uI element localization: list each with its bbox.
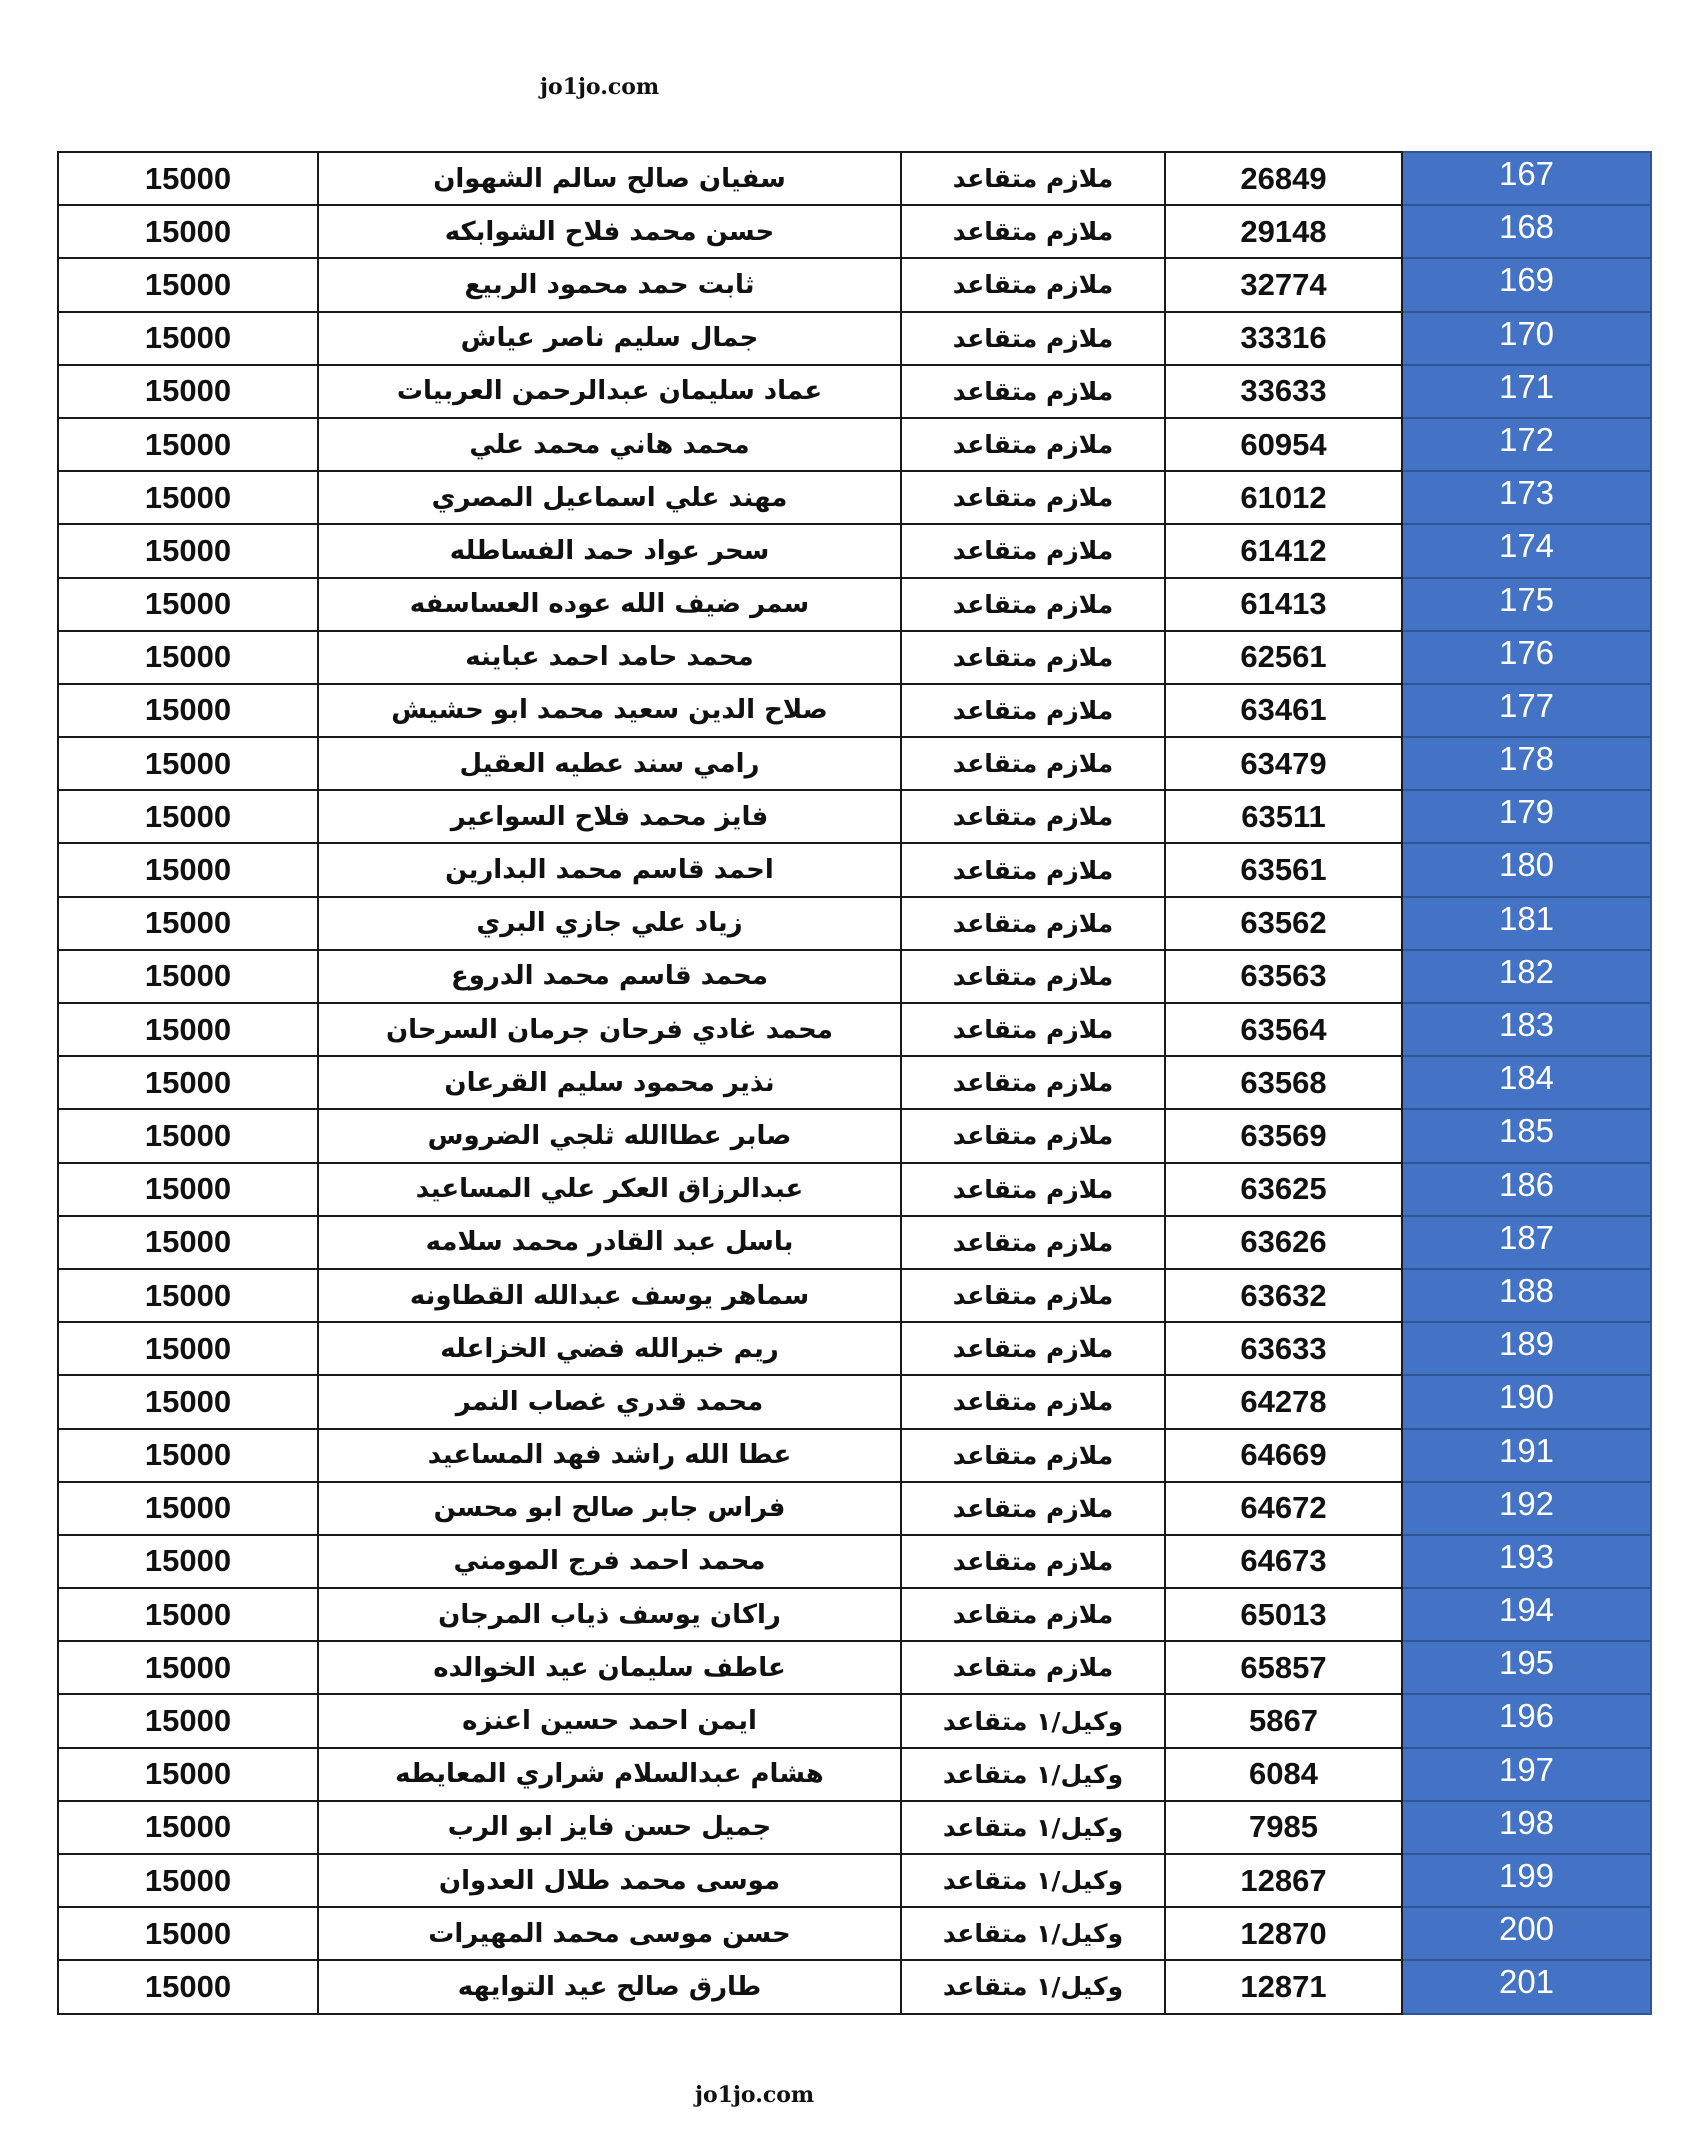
sequence-number-cell: 174	[1402, 524, 1651, 577]
name-cell: زياد علي جازي البري	[318, 897, 901, 950]
sequence-number-cell: 167	[1402, 152, 1651, 205]
amount-cell: 15000	[58, 1322, 318, 1375]
rank-cell: ملازم متقاعد	[901, 1056, 1165, 1109]
name-cell: سفيان صالح سالم الشهوان	[318, 152, 901, 205]
table-row	[58, 1003, 1651, 1056]
sequence-number-cell: 194	[1402, 1588, 1651, 1641]
rank-cell: وكيل/١ متقاعد	[901, 1801, 1165, 1854]
sequence-number-cell: 171	[1402, 365, 1651, 418]
table-row	[58, 1163, 1651, 1216]
rank-cell: ملازم متقاعد	[901, 631, 1165, 684]
rank-cell: ملازم متقاعد	[901, 1641, 1165, 1694]
table-row	[58, 312, 1651, 365]
table-row	[58, 1907, 1651, 1960]
table-row	[58, 631, 1651, 684]
military-number-cell: 33633	[1165, 365, 1402, 418]
rank-cell: ملازم متقاعد	[901, 578, 1165, 631]
name-cell: هشام عبدالسلام شراري المعايطه	[318, 1748, 901, 1801]
amount-cell: 15000	[58, 1056, 318, 1109]
name-cell: مهند علي اسماعيل المصري	[318, 471, 901, 524]
rank-cell: ملازم متقاعد	[901, 1322, 1165, 1375]
name-cell: عماد سليمان عبدالرحمن العربيات	[318, 365, 901, 418]
sequence-number-cell: 178	[1402, 737, 1651, 790]
amount-cell: 15000	[58, 152, 318, 205]
name-cell: موسى محمد طلال العدوان	[318, 1854, 901, 1907]
table-row	[58, 1375, 1651, 1428]
table-row	[58, 1429, 1651, 1482]
name-cell: عطا الله راشد فهد المساعيد	[318, 1429, 901, 1482]
rank-cell: ملازم متقاعد	[901, 1269, 1165, 1322]
amount-cell: 15000	[58, 365, 318, 418]
name-cell: طارق صالح عيد التوايهه	[318, 1960, 901, 2013]
table-row	[58, 1482, 1651, 1535]
sequence-number-cell: 172	[1402, 418, 1651, 471]
table-row	[58, 1322, 1651, 1375]
table-row	[58, 843, 1651, 896]
rank-cell: ملازم متقاعد	[901, 471, 1165, 524]
military-number-cell: 63511	[1165, 790, 1402, 843]
name-cell: باسل عبد القادر محمد سلامه	[318, 1216, 901, 1269]
rank-cell: ملازم متقاعد	[901, 1375, 1165, 1428]
amount-cell: 15000	[58, 1163, 318, 1216]
military-number-cell: 63568	[1165, 1056, 1402, 1109]
military-number-cell: 65857	[1165, 1641, 1402, 1694]
amount-cell: 15000	[58, 205, 318, 258]
military-number-cell: 63562	[1165, 897, 1402, 950]
table-row	[58, 258, 1651, 311]
military-number-cell: 63625	[1165, 1163, 1402, 1216]
rank-cell: وكيل/١ متقاعد	[901, 1907, 1165, 1960]
table-row	[58, 1216, 1651, 1269]
amount-cell: 15000	[58, 1429, 318, 1482]
sequence-number-cell: 180	[1402, 843, 1651, 896]
sequence-number-cell: 184	[1402, 1056, 1651, 1109]
rank-cell: ملازم متقاعد	[901, 365, 1165, 418]
rank-cell: وكيل/١ متقاعد	[901, 1748, 1165, 1801]
table-row	[58, 1960, 1651, 2013]
amount-cell: 15000	[58, 1482, 318, 1535]
military-number-cell: 63626	[1165, 1216, 1402, 1269]
sequence-number-cell: 186	[1402, 1163, 1651, 1216]
military-number-cell: 64669	[1165, 1429, 1402, 1482]
amount-cell: 15000	[58, 684, 318, 737]
rank-cell: ملازم متقاعد	[901, 205, 1165, 258]
sequence-number-cell: 201	[1402, 1960, 1651, 2013]
rank-cell: ملازم متقاعد	[901, 258, 1165, 311]
rank-cell: ملازم متقاعد	[901, 524, 1165, 577]
amount-cell: 15000	[58, 1641, 318, 1694]
amount-cell: 15000	[58, 1801, 318, 1854]
name-cell: حسن محمد فلاح الشوابكه	[318, 205, 901, 258]
military-number-cell: 5867	[1165, 1694, 1402, 1747]
sequence-number-cell: 191	[1402, 1429, 1651, 1482]
table-row	[58, 1535, 1651, 1588]
table-body	[58, 152, 1651, 2014]
military-number-cell: 12867	[1165, 1854, 1402, 1907]
table-row	[58, 152, 1651, 205]
table-row	[58, 1694, 1651, 1747]
rank-cell: ملازم متقاعد	[901, 1535, 1165, 1588]
military-number-cell: 63479	[1165, 737, 1402, 790]
sequence-number-cell: 187	[1402, 1216, 1651, 1269]
rank-cell: ملازم متقاعد	[901, 1109, 1165, 1162]
sequence-number-cell: 198	[1402, 1801, 1651, 1854]
rank-cell: ملازم متقاعد	[901, 1588, 1165, 1641]
table-row	[58, 790, 1651, 843]
table-row	[58, 205, 1651, 258]
amount-cell: 15000	[58, 1588, 318, 1641]
sequence-number-cell: 196	[1402, 1694, 1651, 1747]
amount-cell: 15000	[58, 737, 318, 790]
military-number-cell: 61412	[1165, 524, 1402, 577]
rank-cell: ملازم متقاعد	[901, 684, 1165, 737]
sequence-number-cell: 175	[1402, 578, 1651, 631]
rank-cell: وكيل/١ متقاعد	[901, 1854, 1165, 1907]
name-cell: سماهر يوسف عبدالله القطاونه	[318, 1269, 901, 1322]
name-cell: جميل حسن فايز ابو الرب	[318, 1801, 901, 1854]
sequence-number-cell: 168	[1402, 205, 1651, 258]
header-site-name: jo1jo.com	[540, 74, 660, 100]
amount-cell: 15000	[58, 1269, 318, 1322]
sequence-number-cell: 188	[1402, 1269, 1651, 1322]
sequence-number-cell: 185	[1402, 1109, 1651, 1162]
amount-cell: 15000	[58, 1535, 318, 1588]
sequence-number-cell: 192	[1402, 1482, 1651, 1535]
sequence-number-cell: 170	[1402, 312, 1651, 365]
rank-cell: ملازم متقاعد	[901, 790, 1165, 843]
table-row	[58, 1748, 1651, 1801]
amount-cell: 15000	[58, 312, 318, 365]
beneficiaries-table	[57, 151, 1652, 2015]
table-row	[58, 1588, 1651, 1641]
name-cell: احمد قاسم محمد البدارين	[318, 843, 901, 896]
sequence-number-cell: 197	[1402, 1748, 1651, 1801]
military-number-cell: 7985	[1165, 1801, 1402, 1854]
table-row	[58, 1801, 1651, 1854]
amount-cell: 15000	[58, 1854, 318, 1907]
military-number-cell: 26849	[1165, 152, 1402, 205]
rank-cell: ملازم متقاعد	[901, 843, 1165, 896]
table-row	[58, 524, 1651, 577]
name-cell: محمد غادي فرحان جرمان السرحان	[318, 1003, 901, 1056]
name-cell: صابر عطاالله ثلجي الضروس	[318, 1109, 901, 1162]
military-number-cell: 63563	[1165, 950, 1402, 1003]
table-row	[58, 1854, 1651, 1907]
military-number-cell: 33316	[1165, 312, 1402, 365]
military-number-cell: 63461	[1165, 684, 1402, 737]
amount-cell: 15000	[58, 843, 318, 896]
name-cell: صلاح الدين سعيد محمد ابو حشيش	[318, 684, 901, 737]
name-cell: ثابت حمد محمود الربيع	[318, 258, 901, 311]
military-number-cell: 63632	[1165, 1269, 1402, 1322]
name-cell: ريم خيرالله فضي الخزاعله	[318, 1322, 901, 1375]
sequence-number-cell: 179	[1402, 790, 1651, 843]
military-number-cell: 65013	[1165, 1588, 1402, 1641]
sequence-number-cell: 169	[1402, 258, 1651, 311]
sequence-number-cell: 195	[1402, 1641, 1651, 1694]
sequence-number-cell: 190	[1402, 1375, 1651, 1428]
amount-cell: 15000	[58, 524, 318, 577]
amount-cell: 15000	[58, 1003, 318, 1056]
name-cell: سمر ضيف الله عوده العساسفه	[318, 578, 901, 631]
name-cell: عبدالرزاق العكر علي المساعيد	[318, 1163, 901, 1216]
military-number-cell: 63633	[1165, 1322, 1402, 1375]
rank-cell: ملازم متقاعد	[901, 312, 1165, 365]
sequence-number-cell: 200	[1402, 1907, 1651, 1960]
sequence-number-cell: 173	[1402, 471, 1651, 524]
military-number-cell: 32774	[1165, 258, 1402, 311]
sequence-number-cell: 177	[1402, 684, 1651, 737]
table-row	[58, 578, 1651, 631]
military-number-cell: 64278	[1165, 1375, 1402, 1428]
amount-cell: 15000	[58, 1375, 318, 1428]
table-row	[58, 1109, 1651, 1162]
table-row	[58, 471, 1651, 524]
name-cell: محمد حامد احمد عباينه	[318, 631, 901, 684]
table-row	[58, 418, 1651, 471]
amount-cell: 15000	[58, 1748, 318, 1801]
military-number-cell: 62561	[1165, 631, 1402, 684]
name-cell: ايمن احمد حسين اعنزه	[318, 1694, 901, 1747]
rank-cell: ملازم متقاعد	[901, 418, 1165, 471]
sequence-number-cell: 182	[1402, 950, 1651, 1003]
military-number-cell: 63561	[1165, 843, 1402, 896]
rank-cell: ملازم متقاعد	[901, 1482, 1165, 1535]
name-cell: فايز محمد فلاح السواعير	[318, 790, 901, 843]
amount-cell: 15000	[58, 1216, 318, 1269]
amount-cell: 15000	[58, 790, 318, 843]
name-cell: راكان يوسف ذياب المرجان	[318, 1588, 901, 1641]
amount-cell: 15000	[58, 897, 318, 950]
footer-site-name: jo1jo.com	[695, 2082, 815, 2108]
name-cell: رامي سند عطيه العقيل	[318, 737, 901, 790]
military-number-cell: 63564	[1165, 1003, 1402, 1056]
rank-cell: وكيل/١ متقاعد	[901, 1960, 1165, 2013]
name-cell: محمد احمد فرج المومني	[318, 1535, 901, 1588]
rank-cell: ملازم متقاعد	[901, 1163, 1165, 1216]
table-row	[58, 897, 1651, 950]
table-row	[58, 1269, 1651, 1322]
rank-cell: ملازم متقاعد	[901, 950, 1165, 1003]
amount-cell: 15000	[58, 1960, 318, 2013]
amount-cell: 15000	[58, 1694, 318, 1747]
military-number-cell: 63569	[1165, 1109, 1402, 1162]
rank-cell: ملازم متقاعد	[901, 152, 1165, 205]
sequence-number-cell: 183	[1402, 1003, 1651, 1056]
name-cell: سحر عواد حمد الفساطله	[318, 524, 901, 577]
military-number-cell: 64672	[1165, 1482, 1402, 1535]
name-cell: محمد قاسم محمد الدروع	[318, 950, 901, 1003]
amount-cell: 15000	[58, 1109, 318, 1162]
sequence-number-cell: 193	[1402, 1535, 1651, 1588]
name-cell: فراس جابر صالح ابو محسن	[318, 1482, 901, 1535]
rank-cell: ملازم متقاعد	[901, 1003, 1165, 1056]
sequence-number-cell: 189	[1402, 1322, 1651, 1375]
amount-cell: 15000	[58, 1907, 318, 1960]
sequence-number-cell: 176	[1402, 631, 1651, 684]
military-number-cell: 61413	[1165, 578, 1402, 631]
name-cell: نذير محمود سليم القرعان	[318, 1056, 901, 1109]
sequence-number-cell: 199	[1402, 1854, 1651, 1907]
amount-cell: 15000	[58, 418, 318, 471]
amount-cell: 15000	[58, 471, 318, 524]
name-cell: حسن موسى محمد المهيرات	[318, 1907, 901, 1960]
name-cell: محمد هاني محمد علي	[318, 418, 901, 471]
sequence-number-cell: 181	[1402, 897, 1651, 950]
table-row	[58, 737, 1651, 790]
military-number-cell: 64673	[1165, 1535, 1402, 1588]
table-row	[58, 684, 1651, 737]
table-row	[58, 1641, 1651, 1694]
name-cell: جمال سليم ناصر عياش	[318, 312, 901, 365]
name-cell: عاطف سليمان عيد الخوالده	[318, 1641, 901, 1694]
amount-cell: 15000	[58, 258, 318, 311]
military-number-cell: 12871	[1165, 1960, 1402, 2013]
rank-cell: ملازم متقاعد	[901, 897, 1165, 950]
table-row	[58, 950, 1651, 1003]
rank-cell: ملازم متقاعد	[901, 1216, 1165, 1269]
rank-cell: ملازم متقاعد	[901, 737, 1165, 790]
table-row	[58, 1056, 1651, 1109]
military-number-cell: 6084	[1165, 1748, 1402, 1801]
amount-cell: 15000	[58, 950, 318, 1003]
amount-cell: 15000	[58, 578, 318, 631]
rank-cell: وكيل/١ متقاعد	[901, 1694, 1165, 1747]
rank-cell: ملازم متقاعد	[901, 1429, 1165, 1482]
name-cell: محمد قدري غصاب النمر	[318, 1375, 901, 1428]
military-number-cell: 12870	[1165, 1907, 1402, 1960]
amount-cell: 15000	[58, 631, 318, 684]
military-number-cell: 61012	[1165, 471, 1402, 524]
military-number-cell: 60954	[1165, 418, 1402, 471]
military-number-cell: 29148	[1165, 205, 1402, 258]
table-row	[58, 365, 1651, 418]
